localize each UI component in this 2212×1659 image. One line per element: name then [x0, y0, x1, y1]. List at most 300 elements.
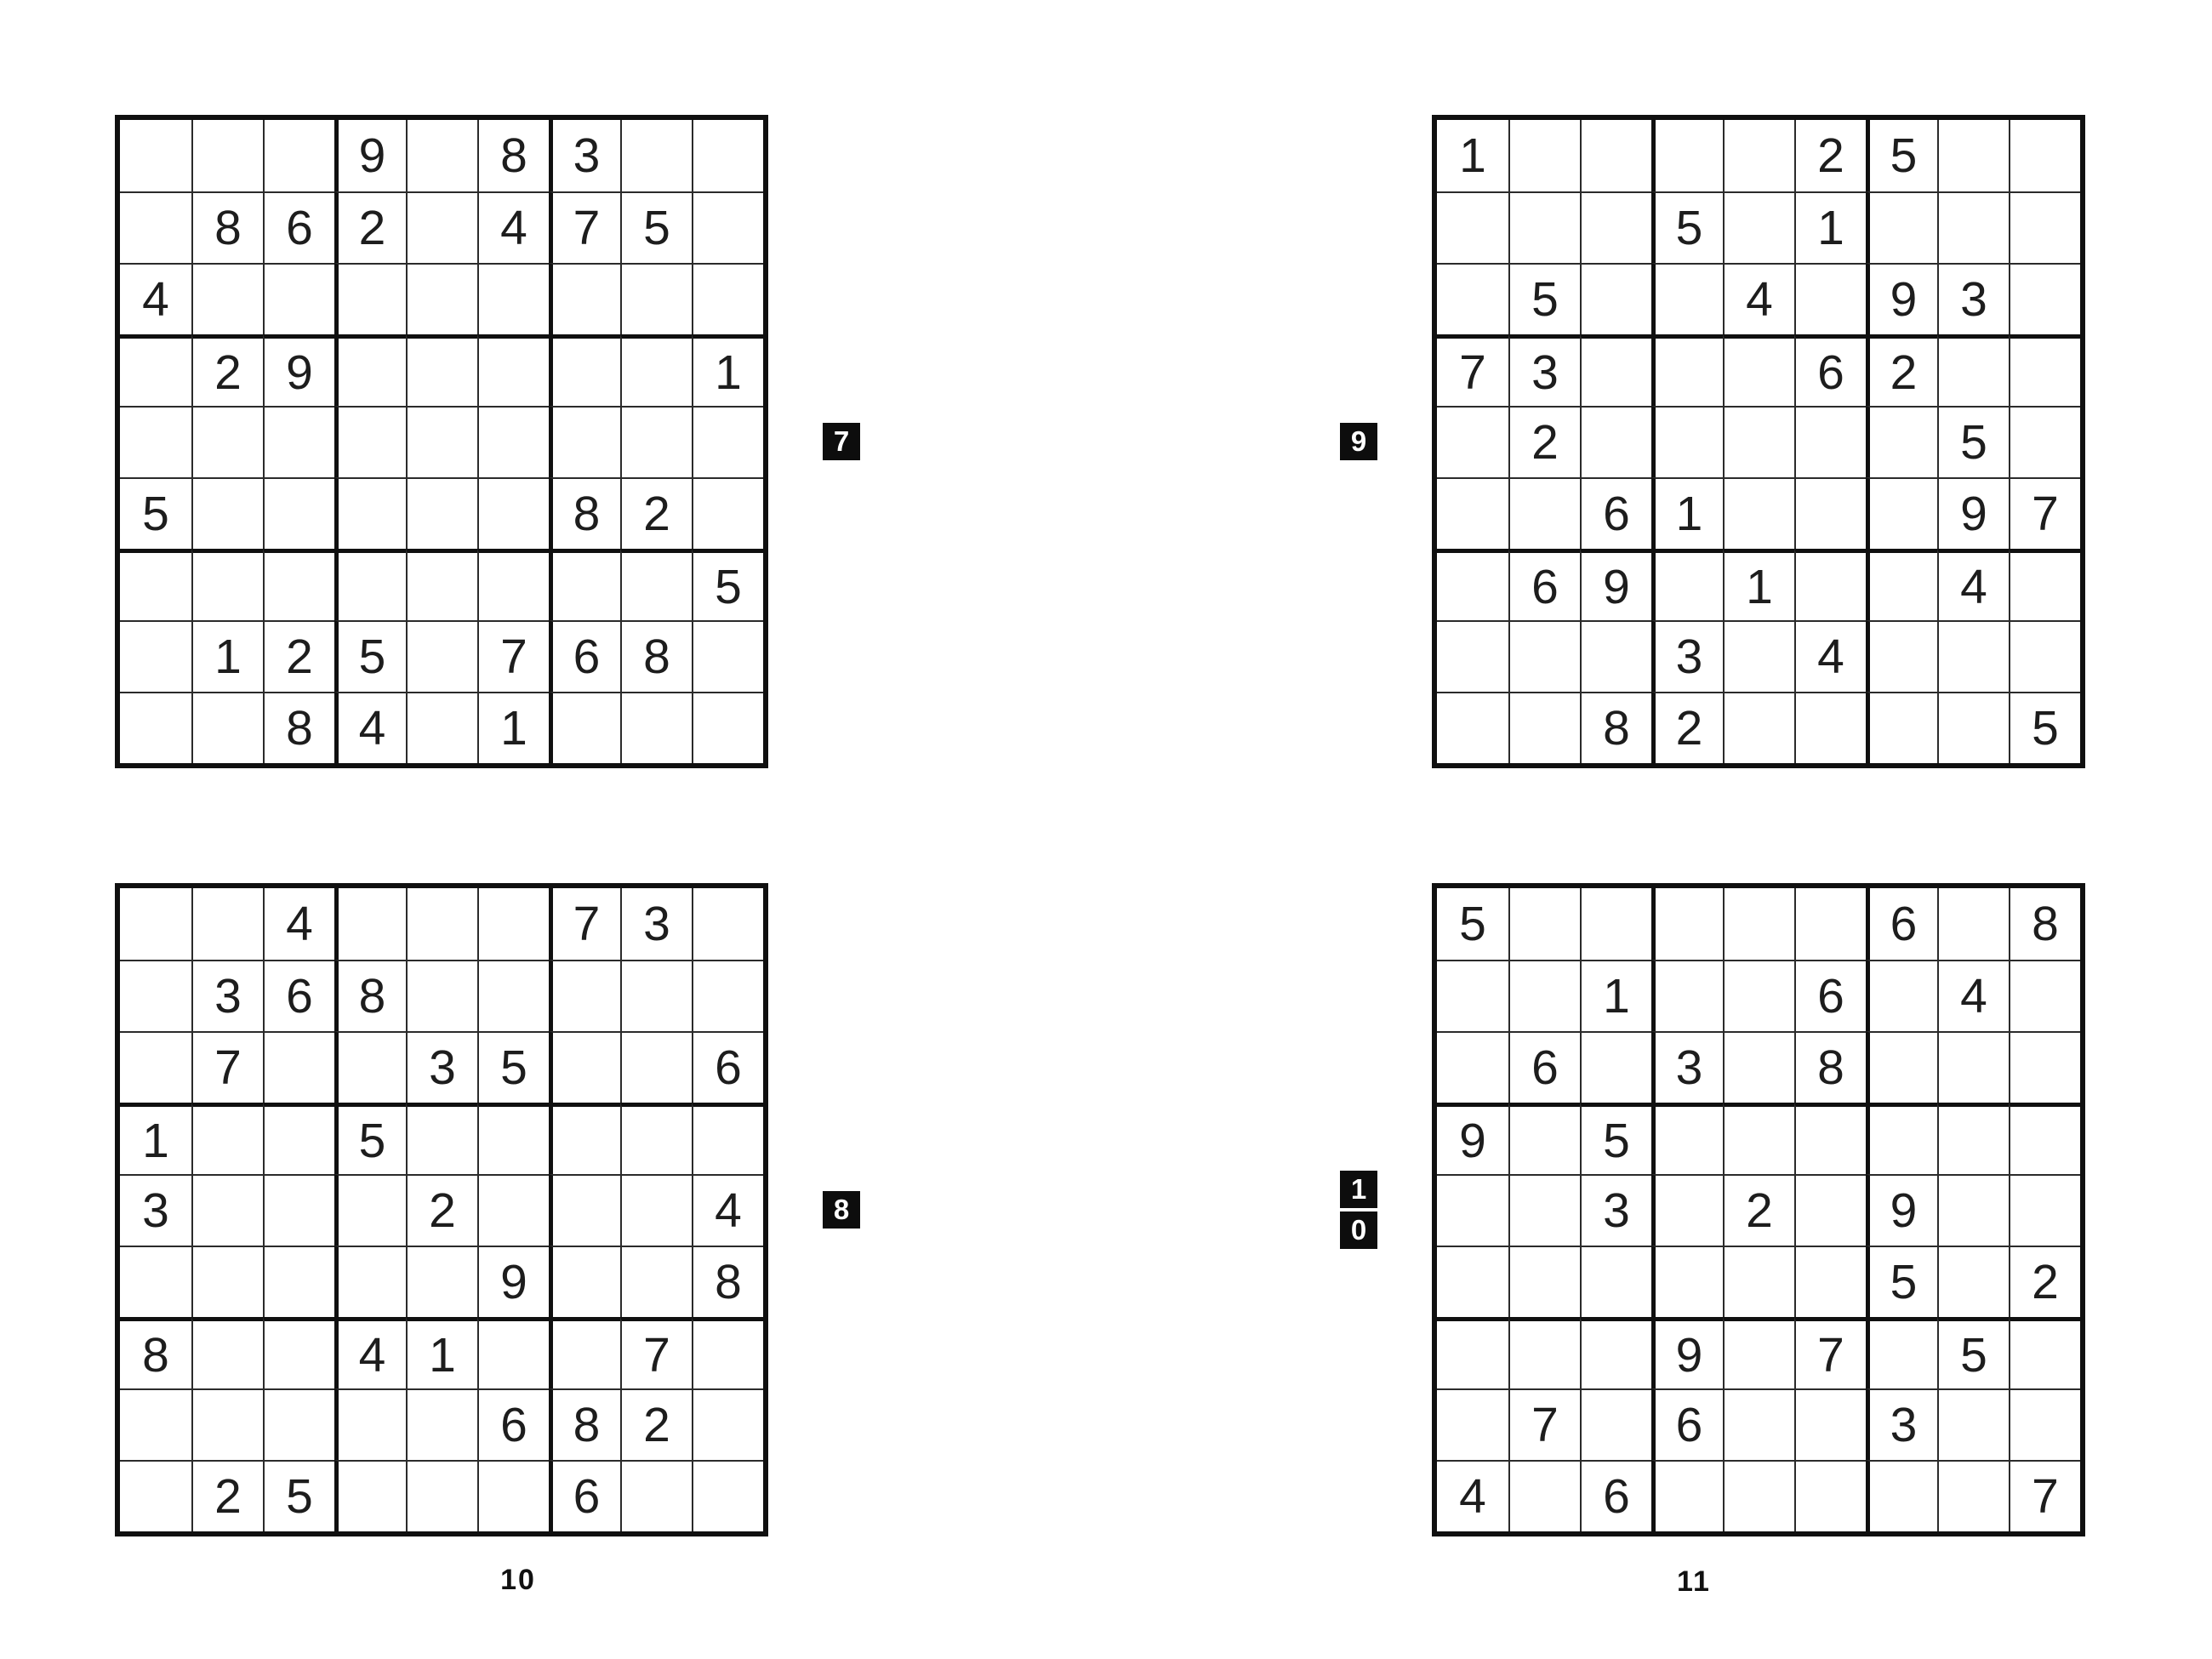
sudoku-cell-given: 3 [406, 1031, 477, 1103]
sudoku-cell-given: 4 [263, 888, 334, 960]
sudoku-cell-empty [1937, 120, 2009, 191]
sudoku-cell-given: 6 [1580, 1460, 1651, 1531]
sudoku-cell-empty [191, 1103, 263, 1174]
sudoku-cell-empty [620, 1246, 692, 1317]
sudoku-cell-given: 9 [1580, 549, 1651, 620]
sudoku-grid-9 [1432, 115, 2085, 768]
sudoku-cell-empty [120, 1031, 191, 1103]
sudoku-cell-empty [1866, 1031, 1937, 1103]
sudoku-cell-empty [263, 406, 334, 477]
badge-digit: 8 [823, 1191, 860, 1229]
sudoku-cell-empty [1723, 620, 1794, 692]
sudoku-cell-empty [1723, 406, 1794, 477]
sudoku-cell-given: 8 [334, 960, 406, 1031]
sudoku-cell-empty [334, 888, 406, 960]
sudoku-cell-given: 5 [2009, 692, 2080, 763]
sudoku-cell-empty [1866, 191, 1937, 263]
sudoku-cell-empty [1723, 120, 1794, 191]
sudoku-cell-empty [1651, 120, 1723, 191]
sudoku-cell-empty [620, 549, 692, 620]
sudoku-cell-empty [1651, 406, 1723, 477]
sudoku-cell-empty [1723, 191, 1794, 263]
sudoku-cell-empty [2009, 406, 2080, 477]
sudoku-cell-empty [406, 620, 477, 692]
sudoku-cell-empty [1723, 692, 1794, 763]
sudoku-cell-empty [1651, 1246, 1723, 1317]
sudoku-cell-empty [1866, 620, 1937, 692]
sudoku-cell-given: 7 [549, 191, 620, 263]
sudoku-cell-empty [477, 334, 549, 406]
sudoku-cell-empty [263, 1388, 334, 1460]
badge-digit: 0 [1340, 1211, 1377, 1249]
sudoku-cell-given: 7 [620, 1317, 692, 1388]
sudoku-cell-given: 6 [1866, 888, 1937, 960]
sudoku-cell-empty [1937, 888, 2009, 960]
sudoku-cell-given: 2 [334, 191, 406, 263]
sudoku-cell-empty [477, 1317, 549, 1388]
sudoku-cell-given: 4 [692, 1174, 763, 1246]
sudoku-cell-empty [1508, 477, 1580, 549]
sudoku-cell-empty [692, 120, 763, 191]
sudoku-cell-given: 3 [549, 120, 620, 191]
sudoku-cell-empty [120, 1460, 191, 1531]
sudoku-cell-empty [120, 549, 191, 620]
sudoku-cell-given: 3 [1580, 1174, 1651, 1246]
sudoku-cell-given: 3 [1651, 620, 1723, 692]
sudoku-cell-empty [1508, 1174, 1580, 1246]
sudoku-cell-given: 9 [1866, 1174, 1937, 1246]
sudoku-cell-empty [1866, 549, 1937, 620]
sudoku-cell-empty [191, 1317, 263, 1388]
sudoku-cell-empty [1437, 477, 1508, 549]
sudoku-cell-empty [1437, 960, 1508, 1031]
sudoku-cell-given: 5 [334, 1103, 406, 1174]
sudoku-cell-empty [1794, 263, 1866, 334]
sudoku-cell-given: 6 [263, 960, 334, 1031]
sudoku-cell-empty [1866, 406, 1937, 477]
sudoku-cell-empty [191, 1174, 263, 1246]
sudoku-cell-empty [477, 406, 549, 477]
sudoku-cell-given: 9 [1651, 1317, 1723, 1388]
sudoku-cell-empty [263, 1174, 334, 1246]
sudoku-cell-empty [334, 1031, 406, 1103]
sudoku-cell-empty [692, 1460, 763, 1531]
sudoku-cell-empty [1794, 406, 1866, 477]
sudoku-cell-empty [549, 692, 620, 763]
sudoku-cell-empty [477, 263, 549, 334]
sudoku-cell-given: 8 [1794, 1031, 1866, 1103]
sudoku-cell-empty [334, 1246, 406, 1317]
sudoku-cell-given: 3 [1651, 1031, 1723, 1103]
sudoku-cell-empty [477, 477, 549, 549]
sudoku-cell-empty [120, 1246, 191, 1317]
sudoku-cell-empty [406, 1460, 477, 1531]
sudoku-cell-given: 6 [477, 1388, 549, 1460]
sudoku-cell-empty [263, 1317, 334, 1388]
sudoku-cell-given: 6 [263, 191, 334, 263]
sudoku-cell-given: 1 [1794, 191, 1866, 263]
sudoku-cell-empty [1794, 1388, 1866, 1460]
sudoku-cell-given: 1 [1651, 477, 1723, 549]
sudoku-cell-empty [2009, 334, 2080, 406]
sudoku-cell-empty [620, 1460, 692, 1531]
sudoku-cell-empty [1580, 620, 1651, 692]
sudoku-cell-empty [1794, 477, 1866, 549]
sudoku-cell-empty [692, 620, 763, 692]
sudoku-cell-empty [263, 1246, 334, 1317]
sudoku-cell-empty [2009, 1174, 2080, 1246]
sudoku-cell-empty [263, 1031, 334, 1103]
sudoku-cell-given: 8 [263, 692, 334, 763]
sudoku-cell-given: 7 [1437, 334, 1508, 406]
sudoku-cell-given: 5 [477, 1031, 549, 1103]
sudoku-cell-given: 7 [191, 1031, 263, 1103]
sudoku-cell-empty [692, 1317, 763, 1388]
sudoku-cell-given: 4 [1937, 549, 2009, 620]
sudoku-cell-empty [1651, 1460, 1723, 1531]
sudoku-cell-empty [1723, 1460, 1794, 1531]
sudoku-cell-empty [334, 263, 406, 334]
sudoku-cell-empty [406, 263, 477, 334]
sudoku-cell-empty [692, 1388, 763, 1460]
sudoku-cell-empty [406, 120, 477, 191]
sudoku-cell-given: 1 [406, 1317, 477, 1388]
sudoku-cell-given: 4 [1937, 960, 2009, 1031]
sudoku-cell-empty [1937, 620, 2009, 692]
sudoku-cell-given: 2 [1866, 334, 1937, 406]
sudoku-cell-empty [692, 406, 763, 477]
sudoku-cell-given: 6 [692, 1031, 763, 1103]
sudoku-cell-given: 1 [120, 1103, 191, 1174]
sudoku-cell-empty [1580, 406, 1651, 477]
sudoku-cell-empty [477, 960, 549, 1031]
sudoku-cell-given: 8 [477, 120, 549, 191]
sudoku-cell-empty [2009, 191, 2080, 263]
sudoku-cell-given: 5 [1651, 191, 1723, 263]
sudoku-cell-empty [1508, 1460, 1580, 1531]
sudoku-cell-empty [477, 549, 549, 620]
sudoku-cell-given: 7 [477, 620, 549, 692]
sudoku-cell-empty [549, 960, 620, 1031]
sudoku-cell-empty [549, 1246, 620, 1317]
sudoku-cell-empty [120, 120, 191, 191]
sudoku-cell-empty [1937, 1174, 2009, 1246]
sudoku-cell-empty [2009, 263, 2080, 334]
sudoku-cell-empty [191, 477, 263, 549]
sudoku-cell-given: 4 [1794, 620, 1866, 692]
sudoku-cell-empty [549, 263, 620, 334]
sudoku-cell-empty [1580, 1031, 1651, 1103]
sudoku-cell-given: 7 [2009, 477, 2080, 549]
sudoku-cell-given: 2 [620, 1388, 692, 1460]
sudoku-cell-empty [334, 477, 406, 549]
sudoku-cell-empty [406, 1388, 477, 1460]
sudoku-cell-given: 8 [692, 1246, 763, 1317]
sudoku-cell-given: 8 [120, 1317, 191, 1388]
sudoku-cell-given: 4 [1437, 1460, 1508, 1531]
sudoku-cell-given: 4 [334, 692, 406, 763]
sudoku-cell-empty [406, 549, 477, 620]
sudoku-cell-empty [1723, 1388, 1794, 1460]
sudoku-cell-empty [1508, 1246, 1580, 1317]
sudoku-cell-empty [2009, 1317, 2080, 1388]
sudoku-cell-empty [1723, 1246, 1794, 1317]
sudoku-cell-given: 3 [1937, 263, 2009, 334]
sudoku-cell-empty [620, 406, 692, 477]
sudoku-cell-given: 2 [1651, 692, 1723, 763]
sudoku-cell-empty [263, 477, 334, 549]
sudoku-cell-given: 6 [1794, 334, 1866, 406]
sudoku-cell-given: 1 [1723, 549, 1794, 620]
sudoku-grid-8 [115, 883, 768, 1536]
sudoku-cell-given: 1 [191, 620, 263, 692]
sudoku-cell-given: 9 [263, 334, 334, 406]
sudoku-cell-empty [1580, 120, 1651, 191]
sudoku-cell-empty [406, 960, 477, 1031]
sudoku-cell-given: 6 [1508, 1031, 1580, 1103]
sudoku-cell-given: 9 [1937, 477, 2009, 549]
sudoku-cell-empty [549, 549, 620, 620]
sudoku-cell-empty [334, 1388, 406, 1460]
sudoku-cell-empty [1580, 1388, 1651, 1460]
sudoku-cell-given: 8 [549, 477, 620, 549]
sudoku-cell-empty [1508, 1317, 1580, 1388]
sudoku-cell-empty [1437, 191, 1508, 263]
sudoku-cell-empty [1437, 1317, 1508, 1388]
sudoku-cell-given: 4 [1723, 263, 1794, 334]
sudoku-cell-empty [406, 191, 477, 263]
sudoku-cell-given: 5 [620, 191, 692, 263]
badge-digit: 7 [823, 423, 860, 460]
sudoku-cell-empty [1508, 191, 1580, 263]
sudoku-cell-given: 8 [549, 1388, 620, 1460]
sudoku-cell-empty [120, 406, 191, 477]
sudoku-cell-empty [620, 263, 692, 334]
sudoku-cell-empty [1937, 1388, 2009, 1460]
sudoku-cell-empty [1937, 692, 2009, 763]
sudoku-cell-given: 8 [191, 191, 263, 263]
sudoku-cell-given: 5 [1937, 1317, 2009, 1388]
sudoku-cell-given: 8 [2009, 888, 2080, 960]
sudoku-cell-empty [2009, 120, 2080, 191]
sudoku-cell-empty [1794, 1103, 1866, 1174]
sudoku-cell-empty [406, 1103, 477, 1174]
sudoku-cell-given: 4 [477, 191, 549, 263]
sudoku-cell-given: 5 [1459, 897, 1486, 951]
sudoku-cell-empty [120, 334, 191, 406]
sudoku-cell-given: 5 [1580, 1103, 1651, 1174]
sudoku-cell-empty [620, 120, 692, 191]
sudoku-cell-empty [2009, 1388, 2080, 1460]
sudoku-cell-empty [191, 549, 263, 620]
sudoku-cell-empty [1723, 1031, 1794, 1103]
sudoku-cell-empty [1866, 1103, 1937, 1174]
sudoku-cell-given: 3 [191, 960, 263, 1031]
sudoku-cell-empty [191, 888, 263, 960]
sudoku-cell-empty [477, 1460, 549, 1531]
sudoku-cell-given: 4 [120, 263, 191, 334]
sudoku-cell-empty [120, 888, 191, 960]
sudoku-cell-given: 5 [120, 477, 191, 549]
sudoku-cell-empty [477, 1103, 549, 1174]
sudoku-cell-empty [406, 888, 477, 960]
sudoku-cell-given: 5 [263, 1460, 334, 1531]
sudoku-cell-empty [2009, 549, 2080, 620]
sudoku-cell-given: 2 [191, 334, 263, 406]
sudoku-cell-empty [1580, 1246, 1651, 1317]
sudoku-cell-given: 9 [477, 1246, 549, 1317]
sudoku-cell-given: 5 [334, 620, 406, 692]
sudoku-cell-given: 7 [549, 888, 620, 960]
sudoku-cell-empty [334, 334, 406, 406]
sudoku-cell-empty [1580, 334, 1651, 406]
sudoku-cell-empty [1437, 263, 1508, 334]
sudoku-cell-empty [1437, 406, 1508, 477]
sudoku-cell-empty [406, 692, 477, 763]
sudoku-cell-empty [406, 334, 477, 406]
sudoku-cell-empty [549, 334, 620, 406]
sudoku-cell-empty [1651, 334, 1723, 406]
sudoku-cell-empty [334, 1460, 406, 1531]
sudoku-cell-empty [191, 406, 263, 477]
sudoku-cell-given: 6 [1794, 960, 1866, 1031]
sudoku-cell-empty [191, 1246, 263, 1317]
sudoku-cell-empty [263, 549, 334, 620]
sudoku-cell-given: 8 [620, 620, 692, 692]
sudoku-cell-empty [1437, 1246, 1508, 1317]
sudoku-cell-empty [1723, 888, 1794, 960]
sudoku-cell-empty [1580, 888, 1651, 960]
puzzle-number-badge-7 [823, 423, 860, 460]
sudoku-cell-empty [692, 960, 763, 1031]
sudoku-cell-empty [1651, 888, 1723, 960]
sudoku-cell-empty [1794, 692, 1866, 763]
sudoku-cell-given: 9 [1866, 263, 1937, 334]
sudoku-cell-empty [1794, 1174, 1866, 1246]
sudoku-cell-empty [1508, 120, 1580, 191]
sudoku-cell-empty [620, 1174, 692, 1246]
sudoku-cell-empty [263, 120, 334, 191]
sudoku-cell-empty [1508, 620, 1580, 692]
sudoku-cell-given: 3 [1508, 334, 1580, 406]
sudoku-cell-given: 3 [120, 1174, 191, 1246]
sudoku-cell-given: 7 [1508, 1388, 1580, 1460]
sudoku-cell-given: 5 [1937, 406, 2009, 477]
sudoku-cell-empty [1937, 1103, 2009, 1174]
sudoku-cell-empty [1723, 960, 1794, 1031]
sudoku-cell-empty [1866, 1317, 1937, 1388]
sudoku-cell-empty [406, 406, 477, 477]
sudoku-cell-given: 6 [1651, 1388, 1723, 1460]
sudoku-cell-empty [477, 888, 549, 960]
sudoku-cell-given: 3 [1866, 1388, 1937, 1460]
sudoku-cell-empty [1794, 1460, 1866, 1531]
sudoku-cell-given: 2 [191, 1460, 263, 1531]
sudoku-cell-empty [1508, 960, 1580, 1031]
sudoku-cell-empty [1651, 1103, 1723, 1174]
sudoku-cell-empty [1937, 1031, 2009, 1103]
sudoku-cell-empty [2009, 1103, 2080, 1174]
puzzle-number-badge-8 [823, 1191, 860, 1229]
sudoku-cell-empty [1651, 549, 1723, 620]
sudoku-cell-empty [692, 888, 763, 960]
sudoku-cell-given: 6 [549, 1460, 620, 1531]
puzzle-number-badge-10 [1340, 1171, 1377, 1249]
sudoku-cell-given: 8 [1580, 692, 1651, 763]
badge-digit: 9 [1340, 423, 1377, 460]
sudoku-cell-empty [191, 692, 263, 763]
sudoku-cell-empty [1723, 334, 1794, 406]
sudoku-cell-empty [692, 692, 763, 763]
page-number-left: 10 [500, 1564, 536, 1596]
sudoku-cell-empty [1437, 1174, 1508, 1246]
sudoku-cell-empty [620, 692, 692, 763]
sudoku-cell-empty [1794, 549, 1866, 620]
sudoku-cell-empty [263, 263, 334, 334]
sudoku-cell-empty [334, 1174, 406, 1246]
sudoku-cell-empty [1866, 692, 1937, 763]
sudoku-cell-empty [120, 620, 191, 692]
sudoku-cell-empty [692, 263, 763, 334]
sudoku-cell-empty [1937, 334, 2009, 406]
sudoku-cell-empty [549, 406, 620, 477]
sudoku-cell-given: 6 [549, 620, 620, 692]
sudoku-cell-empty [2009, 620, 2080, 692]
sudoku-cell-empty [120, 692, 191, 763]
sudoku-cell-given: 2 [263, 620, 334, 692]
sudoku-cell-empty [1794, 888, 1866, 960]
sudoku-cell-given: 3 [620, 888, 692, 960]
sudoku-cell-given: 2 [1723, 1174, 1794, 1246]
sudoku-cell-given: 9 [1437, 1103, 1508, 1174]
sudoku-cell-empty [1937, 191, 2009, 263]
sudoku-cell-empty [120, 960, 191, 1031]
sudoku-cell-given: 2 [620, 477, 692, 549]
sudoku-cell-empty [120, 191, 191, 263]
sudoku-cell-empty [620, 334, 692, 406]
sudoku-grid-7 [115, 115, 768, 768]
sudoku-cell-empty [191, 263, 263, 334]
sudoku-cell-empty [692, 191, 763, 263]
sudoku-cell-empty [1437, 1031, 1508, 1103]
sudoku-cell-given: 5 [1866, 120, 1937, 191]
sudoku-cell-given: 5 [1866, 1246, 1937, 1317]
sudoku-cell-empty [692, 1103, 763, 1174]
sudoku-cell-empty [1866, 960, 1937, 1031]
sudoku-cell-given: 2 [2009, 1246, 2080, 1317]
sudoku-cell-empty [1580, 263, 1651, 334]
sudoku-cell-empty [191, 1388, 263, 1460]
sudoku-cell-given: 1 [692, 334, 763, 406]
sudoku-cell-given: 2 [1794, 120, 1866, 191]
sudoku-cell-empty [1508, 888, 1580, 960]
sudoku-grid-10 [1432, 883, 2085, 1536]
sudoku-cell-empty [2009, 960, 2080, 1031]
sudoku-cell-empty [1651, 263, 1723, 334]
sudoku-cell-empty [1580, 1317, 1651, 1388]
sudoku-cell-empty [2009, 1031, 2080, 1103]
sudoku-cell-empty [1651, 1174, 1723, 1246]
sudoku-cell-given: 1 [477, 692, 549, 763]
sudoku-cell-empty [191, 120, 263, 191]
sudoku-cell-empty [620, 960, 692, 1031]
sudoku-cell-given: 2 [1508, 406, 1580, 477]
sudoku-cell-empty [692, 477, 763, 549]
sudoku-cell-empty [620, 1031, 692, 1103]
sudoku-cell-empty [477, 1174, 549, 1246]
sudoku-cell-empty [1437, 692, 1508, 763]
sudoku-cell-given: 5 [692, 549, 763, 620]
